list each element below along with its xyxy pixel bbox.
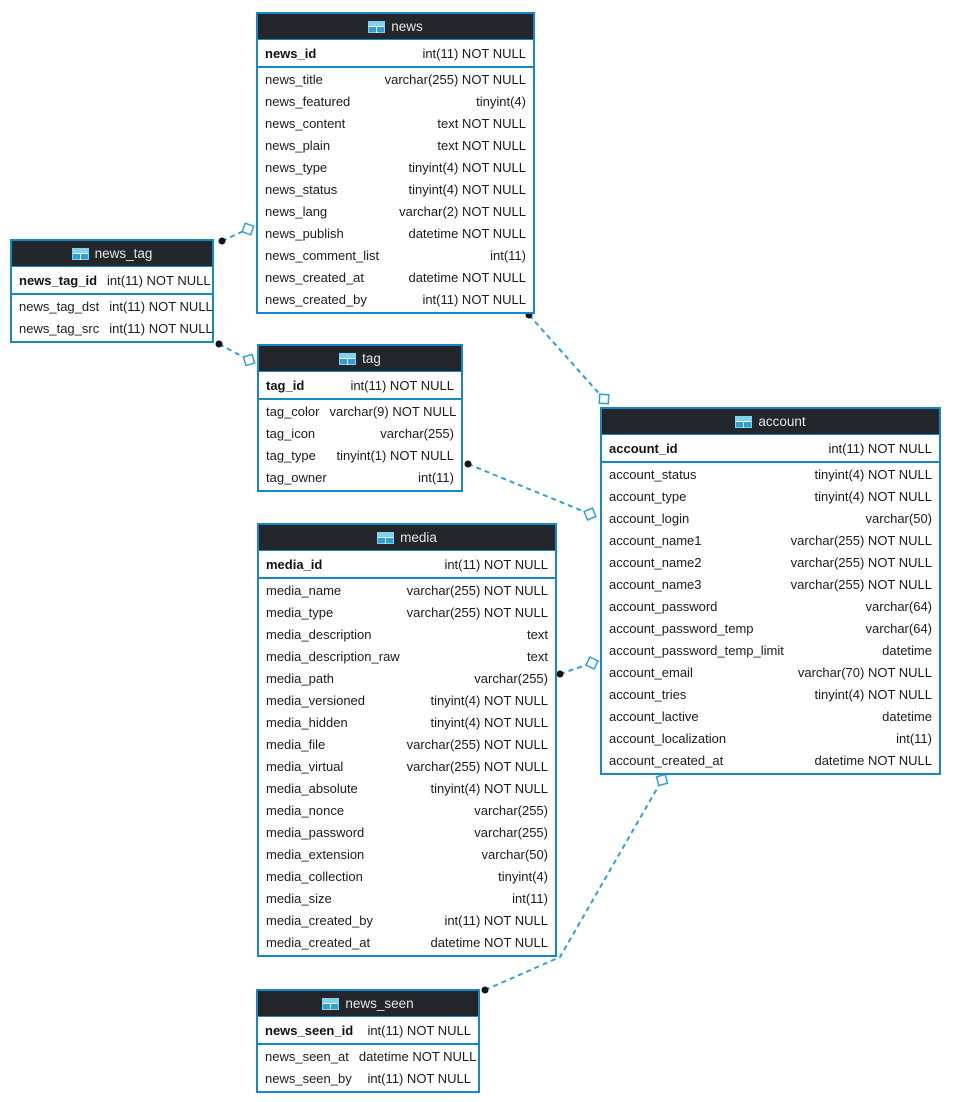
table-icon xyxy=(368,21,385,33)
column-row-news_plain[interactable] xyxy=(258,134,533,156)
connection-media-account[interactable] xyxy=(557,657,599,678)
column-row-media_type[interactable] xyxy=(259,601,555,623)
column-name: news_title xyxy=(265,71,323,87)
column-type: text xyxy=(527,626,548,642)
column-name: account_password xyxy=(609,598,718,614)
columns-list xyxy=(258,68,533,312)
column-row-news_created_by[interactable] xyxy=(258,288,533,310)
relationship-dot-endpoint xyxy=(219,238,226,245)
column-name: tag_color xyxy=(266,403,320,419)
column-name: tag_id xyxy=(266,377,305,393)
column-name: media_virtual xyxy=(266,758,344,774)
column-row-media_description_raw[interactable] xyxy=(259,645,555,667)
column-row-media_size[interactable] xyxy=(259,887,555,909)
column-row-media_virtual[interactable] xyxy=(259,755,555,777)
column-row-account_lactive[interactable] xyxy=(602,705,939,727)
column-name: account_login xyxy=(609,510,690,526)
table-icon xyxy=(72,248,89,260)
column-type: datetime NOT NULL xyxy=(408,225,526,241)
column-name: media_description xyxy=(266,626,372,642)
column-name: media_versioned xyxy=(266,692,366,708)
column-name: account_tries xyxy=(609,686,687,702)
column-type: int(11) NOT NULL xyxy=(109,298,213,314)
column-name: news_status xyxy=(265,181,338,197)
column-row-media_path[interactable] xyxy=(259,667,555,689)
relationship-diamond-endpoint xyxy=(584,508,596,520)
column-type: varchar(255) NOT NULL xyxy=(790,576,932,592)
column-type: int(11) xyxy=(896,730,932,746)
connection-tag-account[interactable] xyxy=(465,461,596,520)
column-type: int(11) NOT NULL xyxy=(444,912,548,928)
column-row-tag_type[interactable] xyxy=(259,444,461,466)
connection-news_tag-news[interactable] xyxy=(219,223,254,244)
column-type: varchar(255) xyxy=(380,425,454,441)
column-name: media_collection xyxy=(266,868,363,884)
column-name: news_lang xyxy=(265,203,328,219)
column-type: tinyint(4) NOT NULL xyxy=(430,780,548,796)
column-type: int(11) xyxy=(418,469,454,485)
column-type: int(11) NOT NULL xyxy=(350,377,454,393)
primary-key-row[interactable] xyxy=(258,1017,478,1043)
column-name: media_name xyxy=(266,582,342,598)
column-row-account_name1[interactable] xyxy=(602,529,939,551)
column-type: varchar(70) NOT NULL xyxy=(797,664,932,680)
column-name: news_id xyxy=(265,45,317,61)
column-row-account_created_at[interactable] xyxy=(602,749,939,771)
column-row-media_nonce[interactable] xyxy=(259,799,555,821)
column-row-news_tag_dst[interactable] xyxy=(12,295,212,317)
column-name: news_seen_at xyxy=(265,1048,349,1064)
relationship-dot-endpoint xyxy=(557,671,564,678)
column-row-account_password_temp[interactable] xyxy=(602,617,939,639)
column-row-news_publish[interactable] xyxy=(258,222,533,244)
column-name: media_path xyxy=(266,670,334,686)
column-row-account_localization[interactable] xyxy=(602,727,939,749)
relationship-diamond-endpoint xyxy=(242,223,254,235)
column-type: datetime NOT NULL xyxy=(430,934,548,950)
column-row-news_seen_by[interactable] xyxy=(258,1067,478,1089)
column-row-media_collection[interactable] xyxy=(259,865,555,887)
column-row-news_tag_src[interactable] xyxy=(12,317,212,339)
column-row-media_absolute[interactable] xyxy=(259,777,555,799)
table-header[interactable] xyxy=(258,991,478,1017)
column-name: account_lactive xyxy=(609,708,699,724)
column-name: media_absolute xyxy=(266,780,358,796)
connection-news_tag-tag[interactable] xyxy=(216,341,255,366)
column-name: media_file xyxy=(266,736,326,752)
column-row-news_title[interactable] xyxy=(258,68,533,90)
table-icon xyxy=(377,532,394,544)
column-name: media_type xyxy=(266,604,334,620)
column-name: account_password_temp xyxy=(609,620,754,636)
column-row-account_login[interactable] xyxy=(602,507,939,529)
columns-list xyxy=(12,295,212,341)
column-row-news_created_at[interactable] xyxy=(258,266,533,288)
column-type: datetime NOT NULL xyxy=(358,1048,477,1064)
column-name: media_created_at xyxy=(266,934,371,950)
relationship-dot-endpoint xyxy=(216,341,223,348)
column-type: int(11) NOT NULL xyxy=(422,291,526,307)
connection-news-account[interactable] xyxy=(526,312,609,404)
relationship-diamond-endpoint xyxy=(243,354,254,365)
column-name: account_created_at xyxy=(609,752,724,768)
column-row-media_description[interactable] xyxy=(259,623,555,645)
column-row-media_password[interactable] xyxy=(259,821,555,843)
column-name: news_content xyxy=(265,115,346,131)
column-name: news_comment_list xyxy=(265,247,380,263)
column-type: datetime NOT NULL xyxy=(814,752,932,768)
column-name: account_email xyxy=(609,664,693,680)
column-name: news_created_by xyxy=(265,291,367,307)
primary-key-row[interactable] xyxy=(259,551,555,577)
column-name: account_password_temp_limit xyxy=(609,642,784,658)
column-row-media_extension[interactable] xyxy=(259,843,555,865)
column-name: news_plain xyxy=(265,137,331,153)
column-type: varchar(64) xyxy=(865,598,932,614)
relationship-diamond-endpoint xyxy=(656,774,667,785)
table-news_tag[interactable] xyxy=(10,239,214,343)
column-type: varchar(9) NOT NULL xyxy=(329,403,457,419)
column-type: tinyint(4) NOT NULL xyxy=(430,714,548,730)
column-name: account_localization xyxy=(609,730,727,746)
column-name: news_created_at xyxy=(265,269,365,285)
table-tag[interactable] xyxy=(257,344,463,492)
table-title: account xyxy=(758,414,806,429)
column-row-account_type[interactable] xyxy=(602,485,939,507)
column-row-media_created_by[interactable] xyxy=(259,909,555,931)
column-name: media_nonce xyxy=(266,802,345,818)
column-type: varchar(50) xyxy=(481,846,548,862)
column-name: media_password xyxy=(266,824,365,840)
column-name: news_featured xyxy=(265,93,351,109)
column-type: datetime NOT NULL xyxy=(408,269,526,285)
column-type: int(11) xyxy=(490,247,526,263)
column-row-tag_icon[interactable] xyxy=(259,422,461,444)
column-name: media_size xyxy=(266,890,332,906)
column-type: tinyint(4) NOT NULL xyxy=(408,159,526,175)
table-icon xyxy=(339,353,356,365)
column-name: account_name3 xyxy=(609,576,702,592)
column-row-news_lang[interactable] xyxy=(258,200,533,222)
column-name: tag_owner xyxy=(266,469,327,485)
column-row-media_file[interactable] xyxy=(259,733,555,755)
column-name: news_publish xyxy=(265,225,344,241)
relationship-line[interactable] xyxy=(468,464,590,514)
column-name: media_description_raw xyxy=(266,648,400,664)
column-row-tag_owner[interactable] xyxy=(259,466,461,488)
primary-key-row[interactable] xyxy=(259,372,461,398)
column-row-news_type[interactable] xyxy=(258,156,533,178)
column-row-news_status[interactable] xyxy=(258,178,533,200)
primary-key-row[interactable] xyxy=(602,435,939,461)
column-name: news_type xyxy=(265,159,328,175)
column-row-account_name2[interactable] xyxy=(602,551,939,573)
column-type: varchar(2) NOT NULL xyxy=(399,203,526,219)
table-icon xyxy=(735,416,752,428)
table-news_seen[interactable] xyxy=(256,989,480,1093)
column-name: news_seen_id xyxy=(265,1022,354,1038)
column-type: varchar(255) xyxy=(474,824,548,840)
column-type: tinyint(1) NOT NULL xyxy=(336,447,454,463)
column-name: news_tag_src xyxy=(19,320,100,336)
column-name: tag_icon xyxy=(266,425,316,441)
column-type: varchar(255) NOT NULL xyxy=(384,71,526,87)
column-type: int(11) NOT NULL xyxy=(828,440,932,456)
table-title: news xyxy=(391,19,423,34)
column-type: int(11) NOT NULL xyxy=(444,556,548,572)
column-type: datetime xyxy=(882,642,932,658)
column-row-media_hidden[interactable] xyxy=(259,711,555,733)
column-type: tinyint(4) NOT NULL xyxy=(408,181,526,197)
column-type: varchar(255) NOT NULL xyxy=(790,532,932,548)
column-row-media_created_at[interactable] xyxy=(259,931,555,953)
column-row-account_tries[interactable] xyxy=(602,683,939,705)
table-icon xyxy=(322,998,339,1010)
primary-key-row[interactable] xyxy=(12,267,212,293)
column-name: account_status xyxy=(609,466,697,482)
column-type: varchar(255) xyxy=(474,802,548,818)
column-name: news_tag_id xyxy=(19,272,98,288)
column-type: tinyint(4) NOT NULL xyxy=(814,488,932,504)
column-name: account_type xyxy=(609,488,687,504)
relationship-diamond-endpoint xyxy=(599,394,608,403)
column-type: tinyint(4) NOT NULL xyxy=(430,692,548,708)
columns-list xyxy=(259,400,461,490)
column-name: media_extension xyxy=(266,846,365,862)
table-header[interactable] xyxy=(12,241,212,267)
column-name: tag_type xyxy=(266,447,316,463)
column-type: varchar(255) NOT NULL xyxy=(406,582,548,598)
column-type: varchar(64) xyxy=(865,620,932,636)
table-title: media xyxy=(400,530,437,545)
table-account[interactable] xyxy=(600,407,941,775)
column-type: tinyint(4) xyxy=(498,868,548,884)
column-row-media_name[interactable] xyxy=(259,579,555,601)
relationship-dot-endpoint xyxy=(482,987,489,994)
column-type: text xyxy=(527,648,548,664)
column-row-news_comment_list[interactable] xyxy=(258,244,533,266)
primary-key-row[interactable] xyxy=(258,40,533,66)
column-row-account_name3[interactable] xyxy=(602,573,939,595)
column-type: int(11) NOT NULL xyxy=(422,45,526,61)
column-name: news_tag_dst xyxy=(19,298,100,314)
column-type: tinyint(4) xyxy=(476,93,526,109)
column-row-news_seen_at[interactable] xyxy=(258,1045,478,1067)
column-row-news_featured[interactable] xyxy=(258,90,533,112)
column-row-account_status[interactable] xyxy=(602,463,939,485)
columns-list xyxy=(258,1045,478,1091)
column-type: varchar(50) xyxy=(865,510,932,526)
column-type: int(11) NOT NULL xyxy=(109,320,213,336)
column-name: media_hidden xyxy=(266,714,348,730)
relationship-dot-endpoint xyxy=(465,461,472,468)
table-media[interactable] xyxy=(257,523,557,957)
columns-list xyxy=(259,579,555,955)
relationship-diamond-endpoint xyxy=(586,657,598,669)
column-name: news_seen_by xyxy=(265,1070,352,1086)
column-type: int(11) xyxy=(512,890,548,906)
table-header[interactable] xyxy=(258,14,533,40)
column-name: account_id xyxy=(609,440,678,456)
column-row-tag_color[interactable] xyxy=(259,400,461,422)
column-type: int(11) NOT NULL xyxy=(367,1070,471,1086)
column-type: int(11) NOT NULL xyxy=(367,1022,471,1038)
column-type: varchar(255) NOT NULL xyxy=(406,736,548,752)
column-type: int(11) NOT NULL xyxy=(107,272,211,288)
column-type: tinyint(4) NOT NULL xyxy=(814,686,932,702)
column-row-account_password[interactable] xyxy=(602,595,939,617)
column-row-account_password_temp_limit[interactable] xyxy=(602,639,939,661)
column-name: account_name2 xyxy=(609,554,702,570)
column-type: varchar(255) NOT NULL xyxy=(790,554,932,570)
column-type: text NOT NULL xyxy=(437,115,526,131)
columns-list xyxy=(602,463,939,773)
column-name: account_name1 xyxy=(609,532,702,548)
column-type: varchar(255) NOT NULL xyxy=(406,758,548,774)
column-name: media_created_by xyxy=(266,912,373,928)
relationship-line[interactable] xyxy=(529,315,604,399)
column-row-news_content[interactable] xyxy=(258,112,533,134)
column-type: datetime xyxy=(882,708,932,724)
column-type: varchar(255) xyxy=(474,670,548,686)
column-name: media_id xyxy=(266,556,323,572)
table-news[interactable] xyxy=(256,12,535,314)
table-header[interactable] xyxy=(259,525,555,551)
column-type: text NOT NULL xyxy=(437,137,526,153)
table-header[interactable] xyxy=(259,346,461,372)
table-title: tag xyxy=(362,351,381,366)
table-title: news_seen xyxy=(345,996,414,1011)
column-type: tinyint(4) NOT NULL xyxy=(814,466,932,482)
column-row-media_versioned[interactable] xyxy=(259,689,555,711)
column-row-account_email[interactable] xyxy=(602,661,939,683)
column-type: varchar(255) NOT NULL xyxy=(406,604,548,620)
table-header[interactable] xyxy=(602,409,939,435)
table-title: news_tag xyxy=(94,246,153,261)
